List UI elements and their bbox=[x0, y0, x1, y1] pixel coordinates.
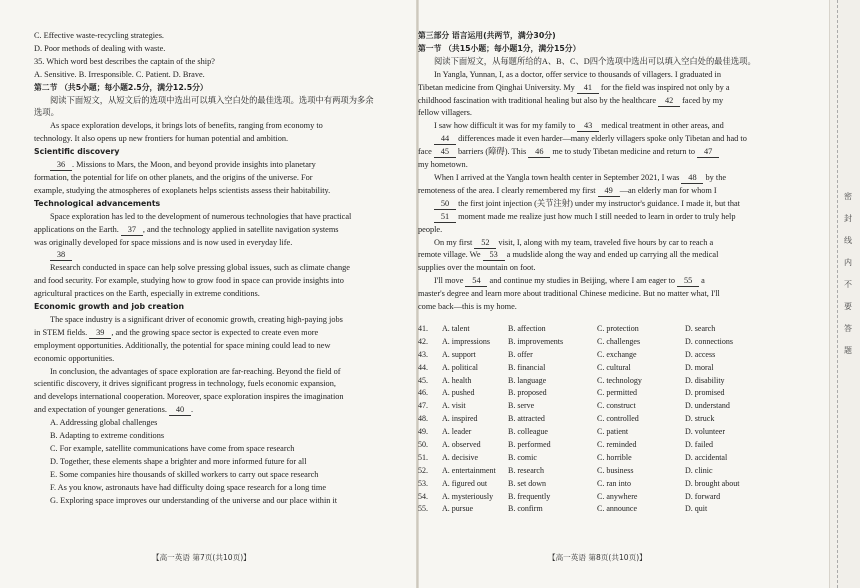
option-choice: C. construct bbox=[597, 401, 636, 411]
text-run: remote village. We bbox=[418, 250, 483, 260]
text-run: my hometown. bbox=[418, 160, 468, 170]
text-run: example, studying the atmospheres of exoplanets helps scientists assess their habitability. bbox=[34, 185, 331, 195]
answer-blank: 42 bbox=[658, 96, 680, 107]
text-run: economic opportunities. bbox=[34, 353, 115, 363]
right-text-line bbox=[418, 211, 774, 224]
option-choice: D. quit bbox=[685, 504, 708, 514]
option-choice: B. offer bbox=[508, 349, 533, 359]
right-text-line bbox=[418, 301, 774, 314]
left-text-line bbox=[34, 249, 390, 262]
right-footer: 【高一英语 第8页(共10页)】 bbox=[548, 553, 647, 562]
text-run: Research conducted in space can help solve pressing global issues, such as climate change bbox=[50, 263, 350, 273]
answer-blank: 38 bbox=[50, 250, 72, 261]
text-run: , and the technology applied in satellite navigation systems bbox=[142, 224, 339, 234]
left-text-line bbox=[34, 262, 390, 275]
text-run: In conclusion, the advantages of space exploration are far-reaching. Beyond the field of bbox=[50, 366, 341, 376]
answer-blank: 44 bbox=[434, 134, 456, 145]
left-text-line bbox=[34, 366, 390, 379]
question-number: 43. bbox=[418, 349, 428, 359]
text-run: applications on the Earth. bbox=[34, 224, 121, 234]
text-run: moment made me realize just how much I still needed to learn in order to truly help bbox=[456, 211, 736, 221]
option-choice: A. entertainment bbox=[442, 465, 496, 475]
option-choice: B. set down bbox=[508, 478, 546, 488]
left-text-line bbox=[34, 224, 390, 237]
text-run: 第一节 （共15小题；每小题1分，满分15分） bbox=[418, 43, 581, 53]
right-text-line bbox=[418, 159, 774, 172]
left-text-line bbox=[34, 146, 390, 159]
left-text-line bbox=[34, 133, 390, 146]
option-choice: C. anywhere bbox=[597, 491, 638, 501]
right-text-line bbox=[418, 198, 774, 211]
question-number: 41. bbox=[418, 324, 428, 333]
text-run: Space exploration has led to the development of numerous technologies that have practical bbox=[50, 211, 352, 221]
text-run: remoteness of the area. I clearly remembered my first bbox=[418, 185, 598, 195]
option-choice: C. protection bbox=[597, 324, 639, 333]
answer-blank: 50 bbox=[434, 199, 456, 210]
text-run: C. Effective waste-recycling strategies. bbox=[34, 31, 165, 40]
text-run: 第二节 （共5小题；每小题2.5分，满分12.5分） bbox=[34, 82, 208, 92]
text-run: —an elderly man for whom I bbox=[619, 185, 717, 195]
left-text-line bbox=[34, 340, 390, 353]
left-text-line bbox=[34, 107, 390, 120]
seal-dashed-line bbox=[837, 0, 838, 588]
option-choice: D. accidental bbox=[685, 452, 728, 462]
text-run: C. For example, satellite communications have come from space research bbox=[50, 444, 295, 453]
text-run: Tibetan medicine from Qinghai University. My bbox=[418, 82, 577, 92]
question-number: 55. bbox=[418, 504, 428, 514]
option-choice: B. colleague bbox=[508, 427, 548, 437]
option-choice: D. clinic bbox=[685, 465, 713, 475]
text-run: agricultural practices on the Earth, especially in extreme conditions. bbox=[34, 289, 260, 299]
option-choice: C. reminded bbox=[597, 440, 637, 450]
option-row bbox=[418, 413, 774, 426]
option-choice: A. leader bbox=[442, 427, 472, 437]
left-text-line bbox=[34, 482, 390, 495]
text-run: face bbox=[418, 147, 434, 157]
text-run: I'll move bbox=[434, 276, 466, 286]
option-choice: B. improvements bbox=[508, 336, 564, 346]
option-choice: D. access bbox=[685, 349, 716, 359]
option-choice: C. ran into bbox=[597, 478, 631, 488]
answer-blank: 36 bbox=[50, 160, 72, 171]
option-choice: B. frequently bbox=[508, 491, 551, 501]
left-text-line bbox=[34, 443, 390, 456]
text-run: and expectation of younger generations. bbox=[34, 405, 170, 415]
answer-blank: 45 bbox=[434, 147, 456, 158]
option-choice: A. pushed bbox=[442, 388, 475, 398]
option-row bbox=[418, 439, 774, 452]
left-text-line bbox=[34, 327, 390, 340]
option-row bbox=[418, 478, 774, 491]
text-run: and food security. For example, studying how to grow food in space can provide insights into bbox=[34, 276, 344, 286]
option-choice: D. moral bbox=[685, 362, 714, 372]
answer-blank: 37 bbox=[121, 225, 143, 236]
left-text-line bbox=[34, 378, 390, 391]
text-run: B. Adapting to extreme conditions bbox=[50, 431, 165, 441]
option-choice: A. political bbox=[442, 362, 478, 372]
option-choice: C. technology bbox=[597, 375, 642, 385]
option-choice: D. search bbox=[685, 324, 716, 333]
option-choice: C. announce bbox=[597, 504, 637, 514]
text-run: and develops international cooperation. Moreover, space exploration inspires the imagination bbox=[34, 392, 344, 402]
left-text-line bbox=[34, 198, 390, 211]
option-row bbox=[418, 452, 774, 465]
option-row bbox=[418, 426, 774, 439]
text-run: come back—this is my home. bbox=[418, 302, 517, 312]
option-choice: C. permitted bbox=[597, 388, 637, 398]
option-choice: A. inspired bbox=[442, 414, 478, 424]
option-choice: B. comic bbox=[508, 452, 537, 462]
question-number: 48. bbox=[418, 414, 428, 424]
text-run: G. Exploring space improves our understanding of the universe and our place within it bbox=[50, 495, 338, 505]
left-text-column bbox=[34, 30, 390, 508]
text-run: master's degree and learn more about traditional Chinese medicine. But no matter what, I'll bbox=[418, 289, 720, 299]
option-choice: A. talent bbox=[442, 324, 470, 333]
option-choice: B. serve bbox=[508, 401, 535, 411]
left-text-line bbox=[34, 95, 390, 108]
text-run: the first joint injection (关节注射) under my instructor's guidance. I made it, but that bbox=[456, 198, 740, 208]
left-text-line bbox=[34, 495, 390, 508]
right-text-line bbox=[418, 95, 774, 108]
option-choice: A. impressions bbox=[442, 336, 490, 346]
text-run: , and the growing space sector is expected to create even more bbox=[111, 327, 319, 337]
answer-blank: 48 bbox=[681, 173, 703, 184]
text-run: formation, the potential for life on other planets, and the origins of the universe. For bbox=[34, 172, 313, 182]
option-choice: C. controlled bbox=[597, 414, 639, 424]
left-text-line bbox=[34, 469, 390, 482]
text-run: 第三部分 语言运用(共两节，满分30分) bbox=[418, 31, 556, 40]
text-run: by the bbox=[703, 172, 727, 182]
text-run: a bbox=[699, 276, 705, 286]
right-text-line bbox=[418, 172, 774, 185]
right-text-line bbox=[418, 275, 774, 288]
option-choice: D. volunteer bbox=[685, 427, 725, 437]
option-choice: D. promised bbox=[685, 388, 725, 398]
seal-line-strip bbox=[829, 0, 860, 588]
option-row bbox=[418, 400, 774, 413]
question-number: 54. bbox=[418, 491, 428, 501]
answer-blank: 53 bbox=[483, 250, 505, 261]
left-text-line bbox=[34, 417, 390, 430]
option-choice: B. language bbox=[508, 375, 547, 385]
option-choice: D. struck bbox=[685, 414, 715, 424]
text-run: people. bbox=[418, 224, 443, 234]
question-number: 51. bbox=[418, 452, 428, 462]
option-choice: C. business bbox=[597, 465, 634, 475]
left-text-line bbox=[34, 159, 390, 172]
option-row bbox=[418, 491, 774, 504]
text-run: supplies over the mountain on foot. bbox=[418, 263, 536, 273]
left-text-line bbox=[34, 56, 390, 69]
option-choice: D. forward bbox=[685, 491, 721, 501]
text-run: D. Together, these elements shape a brighter and more informed future for all bbox=[50, 456, 307, 466]
text-run: was originally developed for space missions and is now used in everyday life. bbox=[34, 237, 293, 247]
left-text-line bbox=[34, 185, 390, 198]
right-text-line bbox=[418, 107, 774, 120]
left-text-line bbox=[34, 237, 390, 250]
left-text-line bbox=[34, 43, 390, 56]
question-number: 45. bbox=[418, 375, 428, 385]
answer-blank: 55 bbox=[677, 276, 699, 287]
seal-line-text: 密 封 线 内 不 要 答 题 bbox=[844, 192, 852, 355]
cloze-options-table bbox=[418, 323, 774, 516]
option-choice: B. financial bbox=[508, 362, 546, 372]
text-run: A. Sensitive. B. Irresponsible. C. Patient. D. Brave. bbox=[34, 69, 205, 79]
option-row bbox=[418, 323, 774, 336]
option-choice: B. proposed bbox=[508, 388, 547, 398]
text-run: visit, I, along with my team, traveled five hours by car to reach a bbox=[496, 237, 714, 247]
answer-blank: 46 bbox=[528, 147, 550, 158]
question-number: 46. bbox=[418, 388, 428, 398]
left-text-line bbox=[34, 288, 390, 301]
text-run: medical treatment in other areas, and bbox=[599, 121, 724, 131]
option-choice: D. connections bbox=[685, 336, 733, 346]
text-run: When I arrived at the Yangla town health center in September 2021, I was bbox=[434, 172, 682, 182]
answer-blank: 54 bbox=[465, 276, 487, 287]
text-run: The space industry is a significant driver of economic growth, creating high-paying jobs bbox=[50, 314, 343, 324]
left-footer: 【高一英语 第7页(共10页)】 bbox=[152, 553, 251, 562]
option-choice: A. support bbox=[442, 349, 476, 359]
text-run: a mudslide along the way and ended up carrying all the medical bbox=[504, 250, 719, 260]
left-text-line bbox=[34, 391, 390, 404]
question-number: 42. bbox=[418, 336, 428, 346]
left-text-line bbox=[34, 404, 390, 417]
text-run: 阅读下面短文，从短文后的选项中选出可以填入空白处的最佳选项。选项中有两项为多余 bbox=[50, 95, 374, 105]
option-choice: D. understand bbox=[685, 401, 730, 411]
left-text-line bbox=[34, 30, 390, 43]
question-number: 52. bbox=[418, 465, 428, 475]
text-run: On my first bbox=[434, 237, 475, 247]
right-text-line bbox=[418, 288, 774, 301]
answer-blank: 51 bbox=[434, 212, 456, 223]
right-text-line bbox=[418, 224, 774, 237]
option-choice: A. health bbox=[442, 375, 472, 385]
option-choice: A. mysteriously bbox=[442, 491, 494, 501]
text-run: Scientific discovery bbox=[34, 147, 120, 157]
text-run: fellow villagers. bbox=[418, 108, 472, 118]
left-text-line bbox=[34, 301, 390, 314]
answer-blank: 49 bbox=[598, 186, 620, 197]
left-text-line bbox=[34, 172, 390, 185]
right-text-line bbox=[418, 56, 774, 69]
option-choice: B. affection bbox=[508, 324, 546, 333]
right-text-line bbox=[418, 30, 774, 43]
text-run: F. As you know, astronauts have had difficulty doing space research for a long time bbox=[50, 482, 327, 492]
option-row bbox=[418, 465, 774, 478]
option-choice: C. exchange bbox=[597, 349, 637, 359]
option-choice: B. attracted bbox=[508, 414, 545, 424]
answer-blank: 43 bbox=[577, 121, 599, 132]
right-text-line bbox=[418, 237, 774, 250]
text-run: E. Some companies hire thousands of skilled workers to carry out space research bbox=[50, 469, 319, 479]
option-choice: D. failed bbox=[685, 440, 713, 450]
option-choice: C. cultural bbox=[597, 362, 631, 372]
right-text-line bbox=[418, 120, 774, 133]
question-number: 44. bbox=[418, 362, 428, 372]
text-run: I saw how difficult it was for my family to bbox=[434, 121, 578, 131]
option-row bbox=[418, 362, 774, 375]
text-run: . Missions to Mars, the Moon, and beyond provide insights into planetary bbox=[72, 160, 316, 170]
option-row bbox=[418, 375, 774, 388]
left-text-line bbox=[34, 456, 390, 469]
text-run: technology. It also opens up new frontiers for human potential and ambition. bbox=[34, 134, 289, 144]
answer-blank: 40 bbox=[169, 405, 191, 416]
text-run: differences made it even harder—many elderly villagers spoke only Tibetan and had to bbox=[456, 134, 747, 144]
question-number: 53. bbox=[418, 478, 428, 488]
right-text-line bbox=[418, 43, 774, 56]
option-choice: A. observed bbox=[442, 440, 481, 450]
answer-blank: 39 bbox=[89, 328, 111, 339]
question-number: 50. bbox=[418, 440, 428, 450]
option-row bbox=[418, 349, 774, 362]
text-run: A. Addressing global challenges bbox=[50, 418, 158, 428]
text-run: childhood fascination with traditional healing but also by the healthcare bbox=[418, 95, 659, 105]
option-choice: B. performed bbox=[508, 440, 551, 450]
answer-blank: 47 bbox=[697, 147, 719, 158]
option-choice: C. patient bbox=[597, 427, 629, 437]
option-choice: B. confirm bbox=[508, 504, 543, 514]
option-choice: A. figured out bbox=[442, 478, 488, 488]
right-text-line bbox=[418, 185, 774, 198]
left-text-line bbox=[34, 69, 390, 82]
right-text-line bbox=[418, 133, 774, 146]
option-row bbox=[418, 336, 774, 349]
text-run: faced by my bbox=[680, 95, 724, 105]
left-text-line bbox=[34, 120, 390, 133]
left-text-line bbox=[34, 211, 390, 224]
option-choice: D. disability bbox=[685, 375, 725, 385]
option-choice: A. pursue bbox=[442, 504, 474, 514]
right-text-line bbox=[418, 249, 774, 262]
right-text-line bbox=[418, 82, 774, 95]
option-choice: C. challenges bbox=[597, 336, 641, 346]
answer-blank: 52 bbox=[474, 238, 496, 249]
text-run: . bbox=[191, 405, 194, 415]
right-text-line bbox=[418, 146, 774, 159]
option-choice: A. visit bbox=[442, 401, 466, 411]
left-text-line bbox=[34, 275, 390, 288]
text-run: employment opportunities. Additionally, the potential for space mining could lead to new bbox=[34, 340, 331, 350]
left-text-line bbox=[34, 353, 390, 366]
answer-blank: 41 bbox=[577, 83, 599, 94]
option-choice: C. horrible bbox=[597, 452, 632, 462]
question-number: 49. bbox=[418, 427, 428, 437]
left-text-line bbox=[34, 430, 390, 443]
text-run: As space exploration develops, it brings lots of benefits, ranging from economy to bbox=[50, 121, 323, 131]
text-run: D. Poor methods of dealing with waste. bbox=[34, 43, 166, 53]
text-run: barriers (障碍). This bbox=[455, 147, 529, 157]
right-text-line bbox=[418, 262, 774, 275]
option-row bbox=[418, 387, 774, 400]
option-choice: A. decisive bbox=[442, 452, 478, 462]
text-run: 阅读下面短文，从每题所给的A、B、C、D四个选项中选出可以填入空白处的最佳选项。 bbox=[434, 56, 756, 66]
text-run: In Yangla, Yunnan, I, as a doctor, offer service to thousands of villagers. I graduated in bbox=[434, 69, 721, 79]
left-text-line bbox=[34, 314, 390, 327]
text-run: 选项。 bbox=[34, 108, 59, 118]
text-run: in STEM fields. bbox=[34, 327, 90, 337]
option-choice: D. brought about bbox=[685, 478, 740, 488]
text-run: Technological advancements bbox=[34, 198, 161, 208]
text-run: me to study Tibetan medicine and return to bbox=[550, 147, 698, 157]
right-text-column bbox=[418, 30, 774, 314]
option-choice: B. research bbox=[508, 465, 544, 475]
left-text-line bbox=[34, 82, 390, 95]
option-row bbox=[418, 503, 774, 516]
text-run: Economic growth and job creation bbox=[34, 302, 185, 312]
text-run: 35. Which word best describes the captain of the ship? bbox=[34, 56, 215, 66]
text-run: and continue my studies in Beijing, where I am eager to bbox=[487, 276, 678, 286]
text-run: for the field was inspired not only by a bbox=[598, 82, 730, 92]
text-run: scientific discovery, it drives significant progress in technology, fuels economic expansion, bbox=[34, 379, 336, 389]
right-text-line bbox=[418, 69, 774, 82]
question-number: 47. bbox=[418, 401, 428, 411]
